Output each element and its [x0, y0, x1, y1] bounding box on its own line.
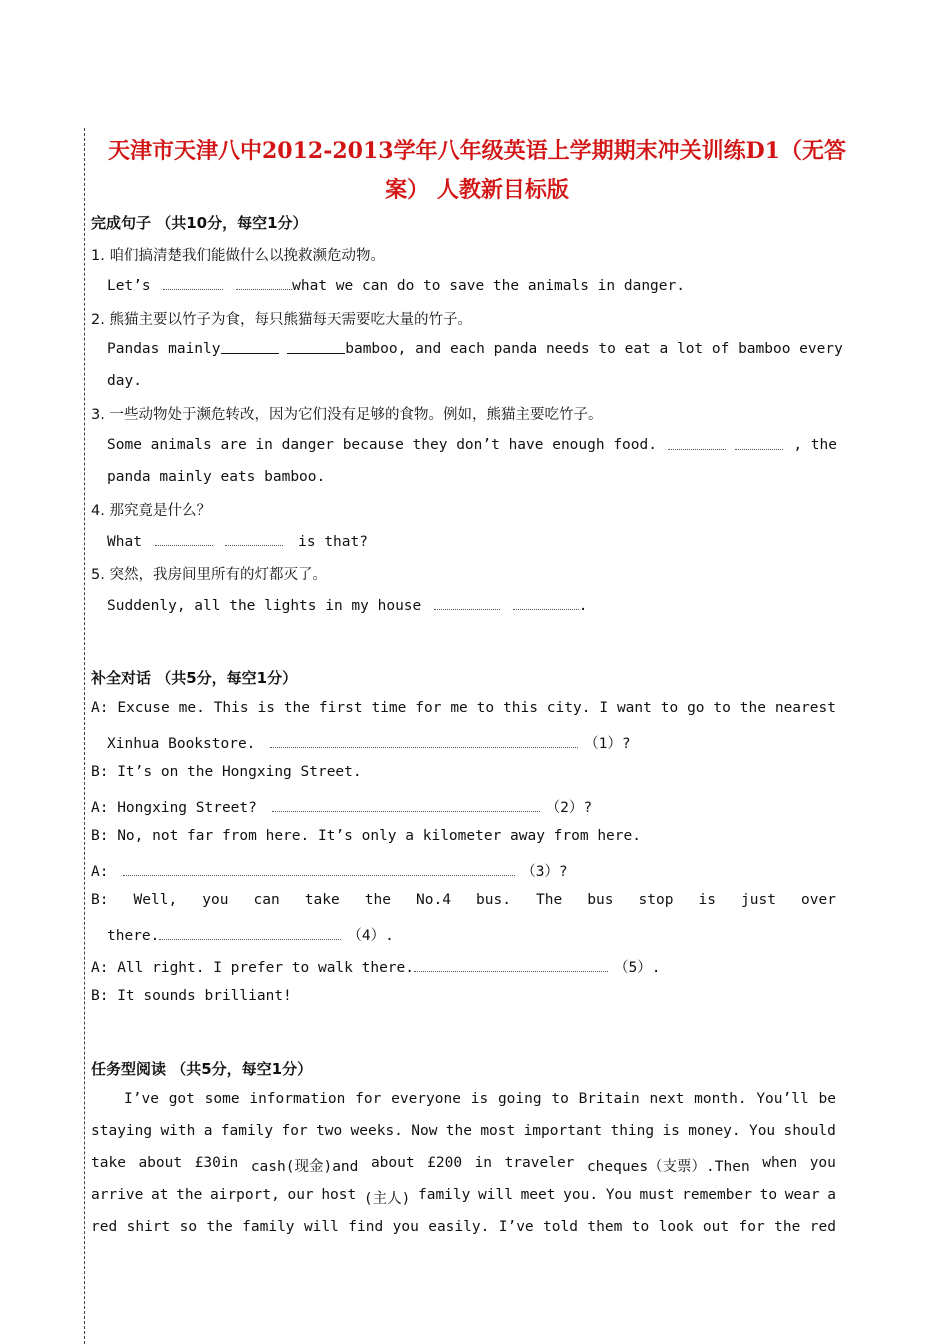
- dialogue-blank-4[interactable]: [159, 927, 341, 940]
- q3-english-end: , the: [793, 437, 837, 453]
- q3-english: [107, 437, 837, 454]
- q1-english-start: Let’s: [107, 278, 151, 294]
- q3-chinese: 3. 一些动物处于濒危转改，因为它们没有足够的食物。例如，熊猫主要吃竹子。: [91, 407, 603, 423]
- q2-blank-1[interactable]: [221, 341, 279, 354]
- q5-english-end: .: [578, 598, 588, 614]
- document-title-line-2: 案） 人教新目标版: [385, 177, 569, 203]
- q2-blank-2[interactable]: [287, 341, 345, 354]
- dialogue-line-10: B: It sounds brilliant!: [91, 988, 292, 1004]
- dialogue-line-9-text: A: All right. I prefer to walk there.: [91, 960, 415, 976]
- dialogue-blank-1[interactable]: [270, 735, 578, 748]
- dialogue-blank-5[interactable]: [414, 959, 608, 972]
- q2-english: [107, 341, 843, 358]
- dialogue-line-5: B: No, not far from here. It’s only a kilometer away from here.: [91, 828, 641, 844]
- dialogue-line-7-word: can: [253, 892, 280, 908]
- q4-english-start: What: [107, 534, 142, 550]
- dialogue-line-7-word: The: [536, 892, 563, 908]
- dialogue-line-2: [107, 732, 631, 753]
- dialogue-line-2-text: Xinhua Bookstore.: [107, 736, 256, 752]
- section-heading-reading: 任务型阅读 （共5分，每空1分）: [91, 1060, 313, 1078]
- dialogue-marker-4: （4）.: [347, 928, 394, 944]
- q4-blank-2[interactable]: [225, 533, 283, 546]
- dialogue-blank-2[interactable]: [272, 799, 540, 812]
- section-heading-dialogue: 补全对话 （共5分，每空1分）: [91, 669, 298, 687]
- dialogue-line-7-word: you: [202, 892, 229, 908]
- q2-english-cont: day.: [107, 373, 142, 389]
- q5-chinese: 5. 突然，我房间里所有的灯都灭了。: [91, 567, 327, 583]
- dialogue-line-6-text: A:: [91, 864, 109, 880]
- q5-blank-1[interactable]: [434, 597, 500, 610]
- q2-english-start: Pandas mainly: [107, 341, 221, 357]
- document-title-line-1: 天津市天津八中2012-2013学年八年级英语上学期期末冲关训练D1（无答: [108, 138, 846, 164]
- q1-english-end: what we can do to save the animals in danger.: [292, 278, 685, 294]
- dialogue-line-4: [91, 796, 592, 817]
- dialogue-line-7-word: B:: [91, 892, 109, 908]
- q1-english: [107, 277, 685, 294]
- q5-english: [107, 597, 587, 614]
- dialogue-blank-3[interactable]: [123, 863, 515, 876]
- dialogue-line-7-word: the: [364, 892, 391, 908]
- q2-blanks: [221, 341, 346, 358]
- q3-english-start: Some animals are in danger because they don’t have enough food.: [107, 437, 657, 453]
- reading-line-5: red shirt so the family will find you easily. I’ve told them to look out for the red: [91, 1219, 836, 1235]
- reading-line-1: I’ve got some information for everyone is going to Britain next month. You’ll be: [124, 1091, 836, 1107]
- dialogue-line-6: [91, 860, 568, 881]
- dialogue-line-8: [107, 924, 394, 945]
- q4-blank-1[interactable]: [155, 533, 213, 546]
- dialogue-line-1: A: Excuse me. This is the first time for me to this city. I want to go to the nearest: [91, 700, 836, 716]
- dialogue-line-7-word: over: [801, 892, 836, 908]
- dialogue-marker-1: （1）?: [584, 736, 631, 752]
- q3-blank-2[interactable]: [735, 437, 783, 450]
- dialogue-line-8-text: there.: [107, 928, 160, 944]
- binding-margin-line: [84, 128, 85, 1344]
- q1-chinese: 1. 咱们搞清楚我们能做什么以挽救濒危动物。: [91, 248, 385, 264]
- dialogue-line-4-text: A: Hongxing Street?: [91, 800, 257, 816]
- dialogue-line-7-word: bus: [587, 892, 614, 908]
- q4-chinese: 4. 那究竟是什么？: [91, 503, 211, 519]
- q3-english-cont: panda mainly eats bamboo.: [107, 469, 326, 485]
- q4-english: [107, 533, 368, 550]
- dialogue-line-7: [91, 892, 836, 908]
- reading-line-4: arrive at the airport, our host (主人) family will meet you. You must remember to wear a: [91, 1187, 836, 1207]
- q1-blank-1[interactable]: [163, 277, 223, 290]
- dialogue-line-3: B: It’s on the Hongxing Street.: [91, 764, 362, 780]
- dialogue-line-7-word: is: [698, 892, 716, 908]
- q1-blank-2[interactable]: [236, 277, 292, 290]
- q2-english-end: bamboo, and each panda needs to eat a lot of bamboo every: [345, 341, 843, 357]
- dialogue-line-7-word: just: [741, 892, 776, 908]
- reading-line-3: take about £30in cash(现金)and about £200 in traveler cheques（支票）.Then when you: [91, 1155, 836, 1175]
- dialogue-line-7-word: No.4: [416, 892, 451, 908]
- dialogue-line-7-word: take: [304, 892, 340, 908]
- q5-blank-2[interactable]: [513, 597, 579, 610]
- section-heading-complete-sentences: 完成句子 （共10分，每空1分）: [91, 214, 308, 232]
- dialogue-line-7-word: stop: [638, 892, 674, 908]
- reading-line-2: staying with a family for two weeks. Now the most important thing is money. You should: [91, 1123, 836, 1139]
- q2-chinese: 2. 熊猫主要以竹子为食，每只熊猫每天需要吃大量的竹子。: [91, 312, 472, 328]
- dialogue-marker-3: （3）?: [521, 864, 568, 880]
- q5-english-start: Suddenly, all the lights in my house: [107, 598, 422, 614]
- dialogue-line-9: [91, 956, 660, 977]
- dialogue-marker-5: （5）.: [614, 960, 661, 976]
- q4-english-end: is that?: [298, 534, 368, 550]
- dialogue-marker-2: （2）?: [545, 800, 593, 816]
- dialogue-line-7-word: Well,: [133, 892, 178, 908]
- q3-blanks: [668, 437, 783, 454]
- q3-blank-1[interactable]: [668, 437, 726, 450]
- dialogue-line-7-word: bus.: [476, 892, 511, 908]
